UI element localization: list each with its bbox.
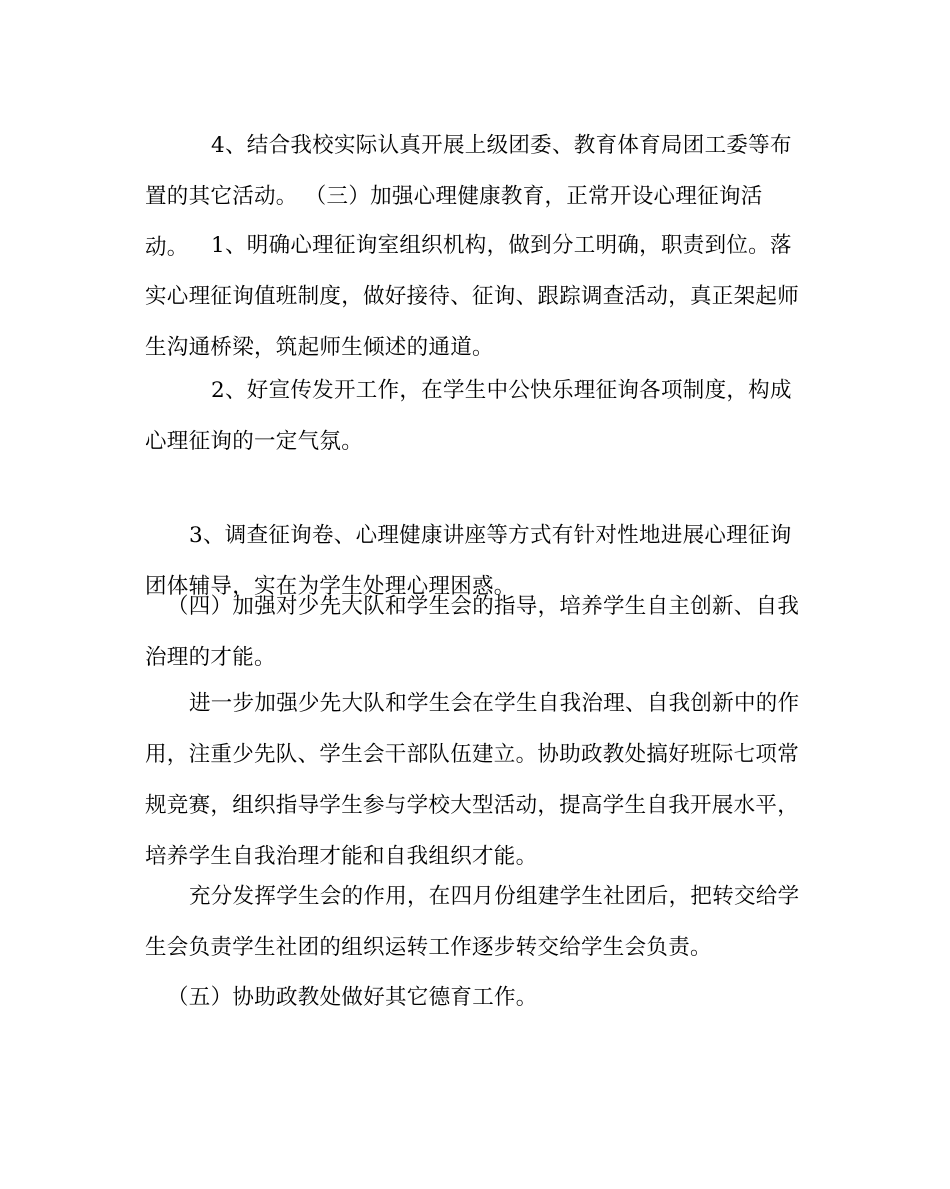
paragraph-counseling-survey: 3、调查征询卷、心理健康讲座等方式有针对性地进展心理征询团体辅导，实在为学生处理心理困惑。 <box>145 523 792 599</box>
paragraph-student-union-role: 充分发挥学生会的作用，在四月份组建学生社团后，把转交给学生会负责学生社团的组织运转工作逐步转交给学生会负责。 <box>145 884 800 960</box>
paragraph-student-self-management: 进一步加强少先大队和学生会在学生自我治理、自我创新中的作用，注重少先队、学生会干部队伍建立。协助政教处搞好班际七项常规竞赛，组织指导学生参与学校大型活动，提高学生自我开展水平，培养学生自我治理才能和自我组织才能。 <box>145 691 800 869</box>
paragraph-item-4-activities: 4、结合我校实际认真开展上级团委、教育体育局团工委等布置的其它活动。 （三）加强心理健康教育，正常开设心理征询活动。 <box>145 133 792 260</box>
paragraph-counseling-publicity: 2、好宣传发开工作，在学生中公快乐理征询各项制度，构成心理征询的一定气氛。 <box>145 378 792 454</box>
section-heading-four: （四）加强对少先大队和学生会的指导，培养学生自主创新、自我治理的才能。 <box>145 594 800 670</box>
paragraph-counseling-organization: 1、明确心理征询室组织机构，做到分工明确，职责到位。落实心理征询值班制度，做好接待、征询、跟踪调查活动，真正架起师生沟通桥梁，筑起师生倾述的通道。 <box>145 233 800 360</box>
section-heading-five: （五）协助政教处做好其它德育工作。 <box>167 985 538 1010</box>
